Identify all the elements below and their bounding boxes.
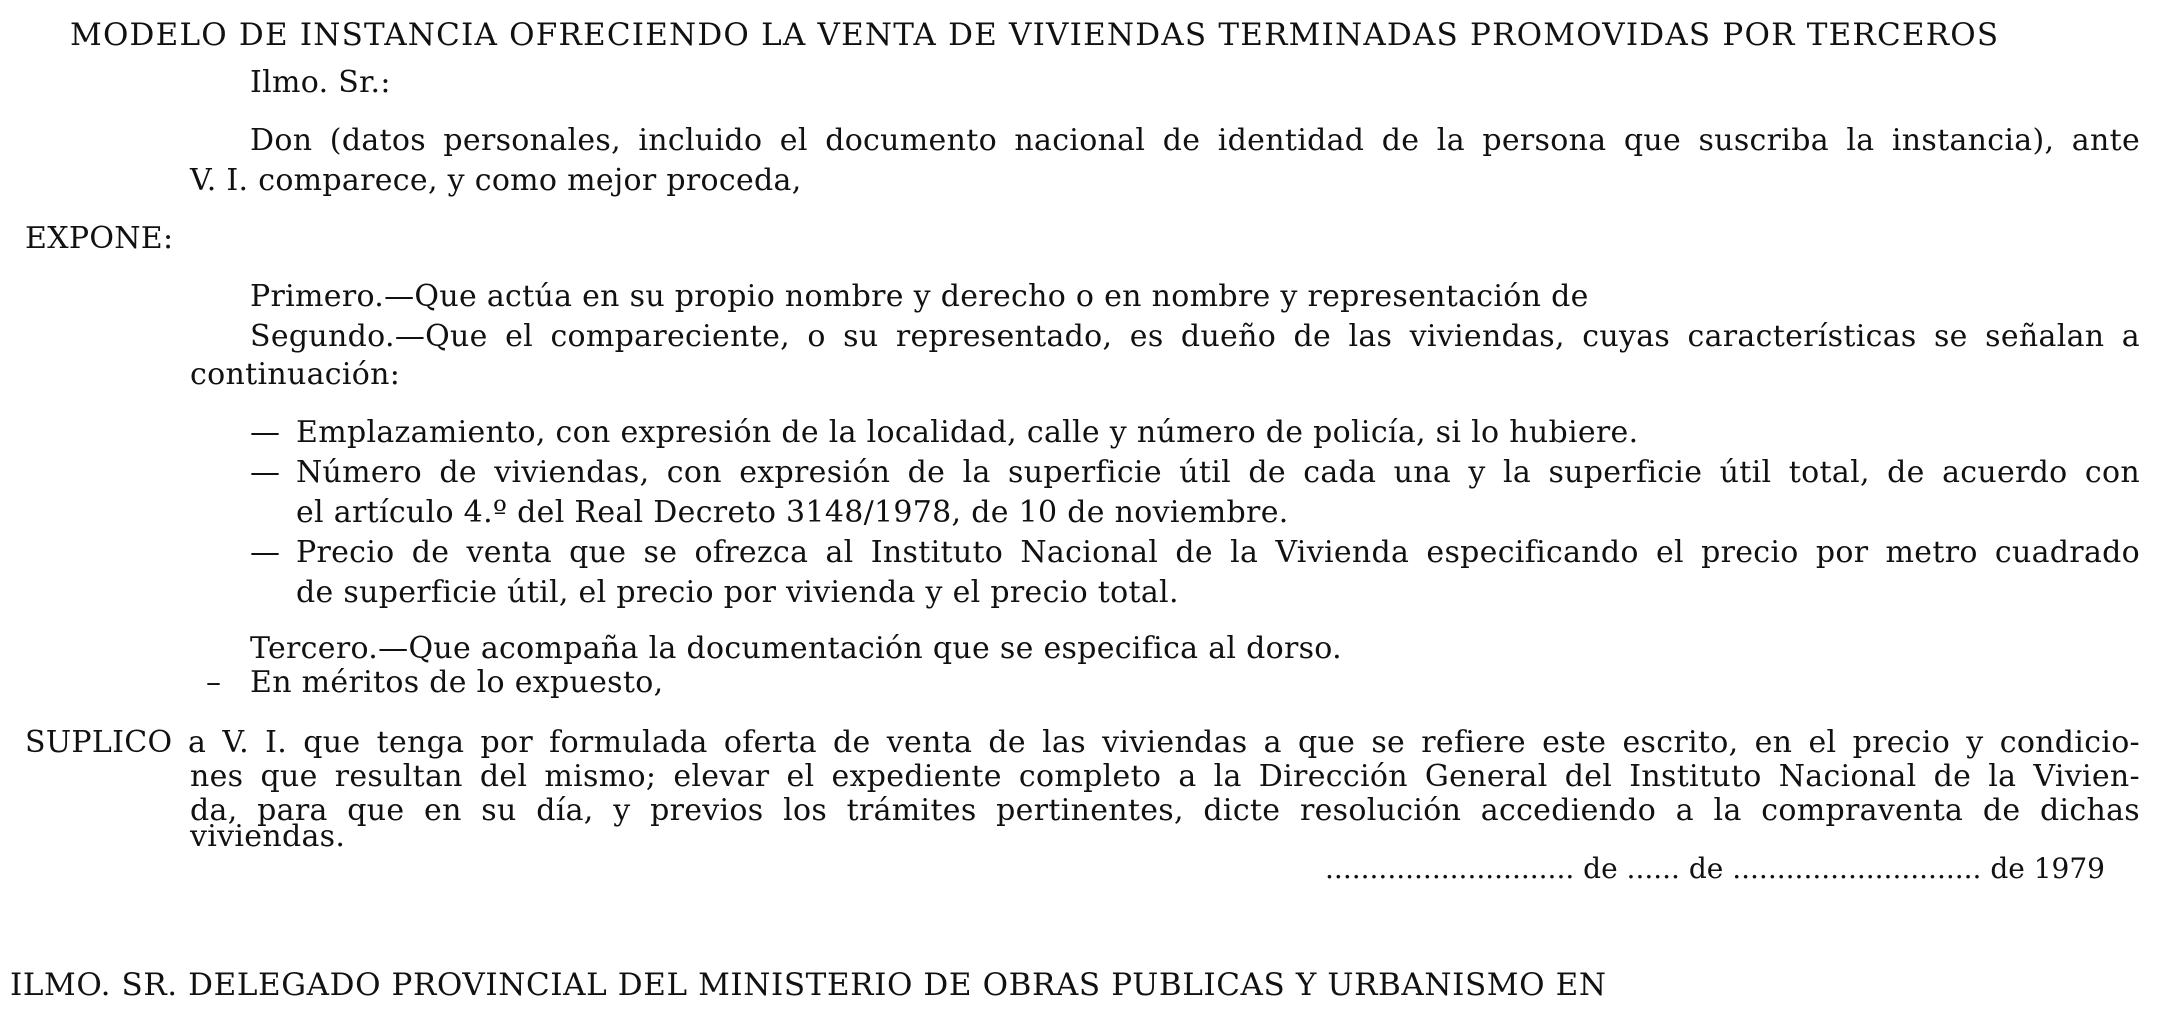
list-item-dash: —	[250, 415, 280, 450]
list-item-precio-line-2: de superficie útil, el precio por vivienda y el precio total.	[296, 575, 1179, 610]
segundo-line-1: Segundo.—Que el compareciente, o su representado, es dueño de las viviendas, cuyas características se señalan a	[250, 319, 2140, 354]
document-title: MODELO DE INSTANCIA OFRECIENDO LA VENTA DE VIVIENDAS TERMINADAS PROMOVIDAS POR TERCEROS	[70, 17, 2000, 53]
segundo-line-2: continuación:	[190, 357, 401, 392]
meritos-line: En méritos de lo expuesto,	[250, 665, 664, 700]
list-item-emplazamiento: Emplazamiento, con expresión de la localidad, calle y número de policía, si lo hubiere.	[296, 415, 1639, 450]
date-line: ............................ de ...... de ............................ de 1979	[1325, 852, 2105, 885]
list-item-numero-line-2: el artículo 4.º del Real Decreto 3148/1978, de 10 de noviembre.	[296, 495, 1289, 530]
list-item-dash: —	[250, 535, 280, 570]
suplico-line-1: a V. I. que tenga por formulada oferta de venta de las viviendas a que se refiere este escrito, en el precio y condicio-	[188, 725, 2140, 760]
suplico-heading: SUPLICO	[25, 725, 173, 760]
intro-line-1: Don (datos personales, incluido el documento nacional de identidad de la persona que suscriba la instancia), ante	[250, 123, 2140, 158]
intro-line-2: V. I. comparece, y como mejor proceda,	[190, 163, 802, 198]
tercero-paragraph: Tercero.—Que acompaña la documentación que se especifica al dorso.	[250, 631, 1342, 666]
list-item-dash: —	[250, 455, 280, 490]
primero-paragraph: Primero.—Que actúa en su propio nombre y derecho o en nombre y representación de	[250, 279, 1589, 314]
salutation: Ilmo. Sr.:	[250, 65, 391, 100]
list-item-numero-line-1: Número de viviendas, con expresión de la superficie útil de cada una y la superficie útil total, de acuerdo con	[296, 455, 2140, 490]
list-item-precio-line-1: Precio de venta que se ofrezca al Instituto Nacional de la Vivienda especificando el precio por metro cuadrado	[296, 535, 2140, 570]
suplico-line-4: viviendas.	[190, 819, 346, 854]
suplico-line-3: da, para que en su día, y previos los trámites pertinentes, dicte resolución accediendo a la compraventa de dichas	[190, 793, 2140, 828]
meritos-dash: –	[206, 665, 221, 700]
addressee-line: ILMO. SR. DELEGADO PROVINCIAL DEL MINISTERIO DE OBRAS PUBLICAS Y URBANISMO EN	[10, 967, 1607, 1003]
suplico-line-2: nes que resultan del mismo; elevar el expediente completo a la Dirección General del Instituto Nacional de la Vivien-	[190, 759, 2140, 794]
expone-heading: EXPONE:	[25, 221, 174, 256]
